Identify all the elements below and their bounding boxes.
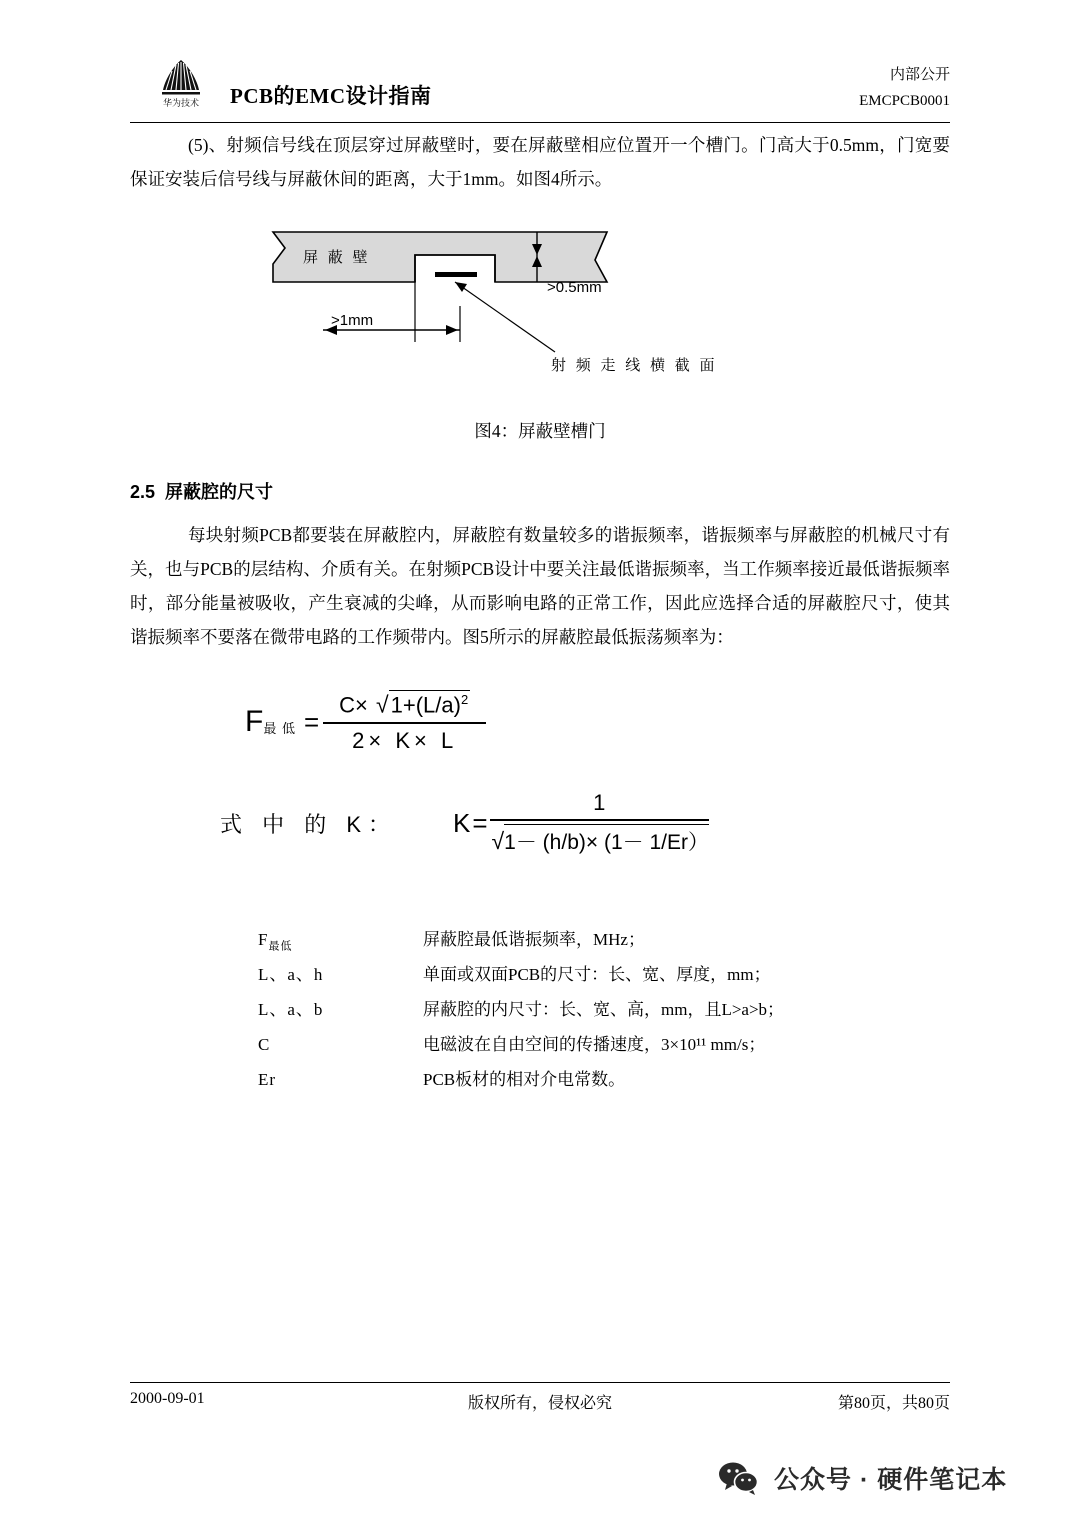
svg-text:>1mm: >1mm <box>331 312 374 329</box>
section-title: 屏蔽腔的尺寸 <box>165 482 274 502</box>
formula-k-fraction <box>490 790 709 856</box>
header-divider <box>130 122 950 123</box>
header-doc-info <box>859 62 950 114</box>
section-number: 2.5 <box>130 482 156 502</box>
list-item <box>258 925 958 960</box>
formula-k-denominator <box>490 821 709 856</box>
paragraph-item-5: (5)、射频信号线在顶层穿过屏蔽壁时，要在屏蔽壁相应位置开一个槽门。门高大于0.5mm，门宽要保证安装后信号线与屏蔽休间的距离，大于1mm。如图4所示。 <box>130 135 950 189</box>
formula-lhs <box>245 705 300 739</box>
legend-definition: 屏蔽腔最低谐振频率，MHz； <box>423 930 645 949</box>
formula-k-symbol: K <box>453 807 471 838</box>
list-item <box>258 1030 958 1065</box>
header-doc-number: EMCPCB0001 <box>859 93 950 109</box>
formula-block <box>130 690 950 890</box>
formula-where-label: 式 中 的 K： <box>220 811 398 837</box>
svg-text:>0.5mm: >0.5mm <box>547 279 602 296</box>
page-header <box>130 52 950 118</box>
list-item <box>258 960 958 995</box>
formula-denominator: 2× K× L <box>352 728 458 754</box>
formula-fraction <box>323 690 486 754</box>
legend-symbol-base: F <box>258 930 269 949</box>
header-title: PCB的EMC设计指南 <box>230 84 432 108</box>
footer-page-number: 第80页，共80页 <box>837 1395 950 1412</box>
legend-symbol: L、a、b <box>258 1000 324 1019</box>
figure-4-caption: 图4：屏蔽壁槽门 <box>474 421 606 441</box>
section-heading-2-5 <box>130 478 273 504</box>
page-footer <box>130 1390 950 1420</box>
list-item <box>258 995 958 1030</box>
formula-lowest-frequency <box>245 690 486 754</box>
formula-k-numerator: 1 <box>593 790 606 815</box>
formula-lhs-subscript: 最 低 <box>263 721 296 737</box>
legend-definition: 电磁波在自由空间的传播速度，3×10¹¹ mm/s； <box>423 1035 766 1054</box>
legend-symbol: L、a、h <box>258 965 324 984</box>
paragraph-shield-cavity: 每块射频PCB都要装在屏蔽腔内，屏蔽腔有数量较多的谐振频率，谐振频率与屏蔽腔的机械尺寸有关，也与PCB的层结构、介质有关。在射频PCB设计中要关注最低谐振频率，当工作频率接近最低谐振频率时，部分能量被吸收，产生衰减的尖峰，从而影响电路的正常工作，因此应选择合适的屏蔽腔尺寸，使其谐振频率不要落在微带电路的工作频带内。图5所示的屏蔽腔最低振荡频率为： <box>130 525 950 647</box>
legend-symbol: C <box>258 1035 271 1054</box>
formula-k-radicand: 1－ (h/b)× (1－ 1/Er） <box>504 824 709 856</box>
legend-definition: 单面或双面PCB的尺寸：长、宽、厚度，mm； <box>423 965 771 984</box>
footer-divider <box>130 1382 950 1383</box>
legend-definition: PCB板材的相对介电常数。 <box>423 1070 626 1089</box>
legend-symbol <box>258 930 423 953</box>
formula-exponent: 2 <box>460 692 469 707</box>
radical-icon: $√1+(L/a)^2$ <box>376 691 469 718</box>
formula-lhs-symbol: F <box>245 705 264 739</box>
figure-4-diagram <box>255 210 725 395</box>
formula-radicand: 1+(L/a) <box>390 692 461 718</box>
svg-text:屏 蔽 壁: 屏 蔽 壁 <box>303 250 371 266</box>
formula-numerator-lead: C× <box>339 692 368 718</box>
wechat-label: 公众号 · 硬件笔记本 <box>774 1466 1008 1494</box>
formula-k-equals: = <box>472 807 488 838</box>
footer-date: 2000-09-01 <box>130 1390 205 1407</box>
wechat-watermark <box>718 1455 1007 1501</box>
symbol-legend-list <box>258 925 958 1100</box>
svg-text:射 频 走 线 横 截 面: 射 频 走 线 横 截 面 <box>551 358 718 374</box>
formula-numerator <box>323 690 486 722</box>
company-logo <box>152 56 210 114</box>
list-item <box>258 1065 958 1100</box>
wechat-icon <box>718 1461 758 1495</box>
svg-text:华为技术: 华为技术 <box>162 99 200 109</box>
legend-symbol-sub: 最低 <box>268 940 293 953</box>
radical-icon-2: √ <box>491 828 505 854</box>
header-classification: 内部公开 <box>889 67 950 83</box>
formula-k-definition <box>220 790 709 856</box>
formula-equals: = <box>303 706 320 737</box>
legend-symbol: Er <box>258 1070 277 1089</box>
footer-copyright: 版权所有，侵权必究 <box>467 1395 612 1412</box>
legend-definition: 屏蔽腔的内尺寸：长、宽、高，mm，且L>a>b； <box>423 1000 785 1019</box>
